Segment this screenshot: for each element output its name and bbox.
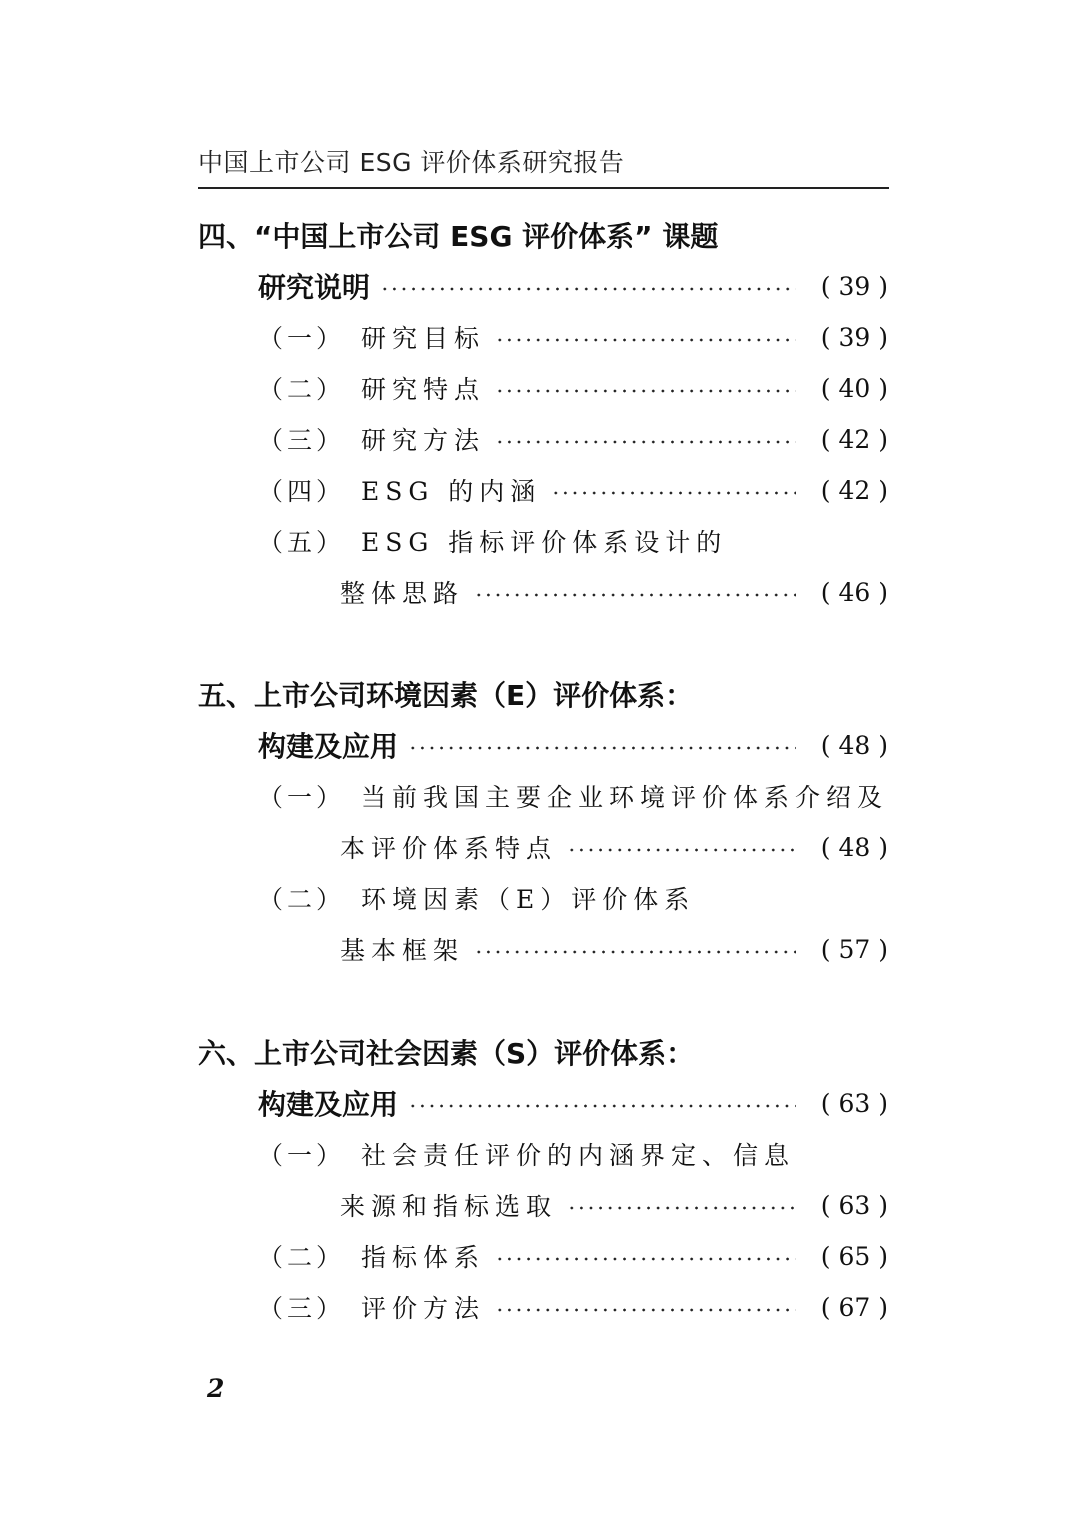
toc-item[interactable] bbox=[258, 365, 888, 411]
item-number: （一） bbox=[258, 783, 346, 812]
toc-item[interactable] bbox=[258, 1284, 888, 1330]
item-number: （四） bbox=[258, 477, 346, 506]
toc-item[interactable] bbox=[258, 518, 888, 564]
item-title: 评价方法 bbox=[361, 1294, 486, 1323]
item-title: 当前我国主要企业环境评价体系介绍及 bbox=[361, 783, 889, 812]
page-number: ( 48 ) bbox=[820, 730, 888, 760]
page-number: ( 63 ) bbox=[820, 1190, 888, 1220]
page-number: ( 40 ) bbox=[820, 373, 888, 403]
dot-leader bbox=[408, 746, 796, 750]
toc-heading-title: 五、上市公司环境因素（E）评价体系： bbox=[198, 679, 694, 712]
item-title: 研究特点 bbox=[361, 375, 486, 404]
toc-item[interactable] bbox=[258, 467, 888, 513]
dot-leader bbox=[495, 440, 796, 444]
item-title: 指标体系 bbox=[361, 1243, 486, 1272]
toc-item[interactable] bbox=[258, 1131, 888, 1177]
page-number: ( 57 ) bbox=[820, 934, 888, 964]
item-title-cont: 本评价体系特点 bbox=[340, 834, 558, 863]
toc-item-cont[interactable] bbox=[340, 824, 888, 870]
toc-heading-6-cont[interactable] bbox=[258, 1080, 888, 1126]
toc-item-cont[interactable] bbox=[340, 569, 888, 615]
item-title-cont: 来源和指标选取 bbox=[340, 1192, 558, 1221]
dot-leader bbox=[495, 338, 796, 342]
dot-leader bbox=[495, 389, 796, 393]
toc-heading-title: 四、“中国上市公司 ESG 评价体系” 课题 bbox=[198, 220, 719, 253]
item-number: （三） bbox=[258, 1294, 346, 1323]
dot-leader bbox=[567, 848, 796, 852]
toc-item[interactable] bbox=[258, 875, 888, 921]
page-number: ( 65 ) bbox=[820, 1241, 888, 1271]
item-number: （一） bbox=[258, 324, 346, 353]
item-title: 研究目标 bbox=[361, 324, 486, 353]
dot-leader bbox=[474, 593, 796, 597]
dot-leader bbox=[474, 950, 796, 954]
page-number: ( 46 ) bbox=[820, 577, 888, 607]
item-title-cont: 整体思路 bbox=[340, 579, 465, 608]
item-number: （三） bbox=[258, 426, 346, 455]
toc-heading-4[interactable] bbox=[198, 212, 888, 258]
dot-leader bbox=[551, 491, 796, 495]
item-title: 环境因素（E）评价体系 bbox=[361, 885, 696, 914]
item-number: （一） bbox=[258, 1141, 346, 1170]
header-rule bbox=[198, 187, 889, 189]
dot-leader bbox=[567, 1206, 796, 1210]
page-number: ( 67 ) bbox=[820, 1292, 888, 1322]
item-title: 研究方法 bbox=[361, 426, 486, 455]
toc-heading-5-cont[interactable] bbox=[258, 722, 888, 768]
running-header: 中国上市公司 ESG 评价体系研究报告 bbox=[198, 148, 625, 177]
toc-heading-6[interactable] bbox=[198, 1029, 888, 1075]
item-number: （五） bbox=[258, 528, 346, 557]
page-number: ( 48 ) bbox=[820, 832, 888, 862]
toc-heading-5[interactable] bbox=[198, 671, 888, 717]
item-title: ESG 的内涵 bbox=[361, 477, 542, 506]
toc-heading-title-cont: 研究说明 bbox=[258, 271, 371, 304]
toc-heading-title-cont: 构建及应用 bbox=[258, 1088, 399, 1121]
page-number: ( 42 ) bbox=[820, 475, 888, 505]
page-number: ( 63 ) bbox=[820, 1088, 888, 1118]
dot-leader bbox=[408, 1104, 796, 1108]
page-number: ( 39 ) bbox=[820, 271, 888, 301]
toc-item-cont[interactable] bbox=[340, 926, 888, 972]
dot-leader bbox=[495, 1308, 796, 1312]
item-number: （二） bbox=[258, 1243, 346, 1272]
page-number: ( 42 ) bbox=[820, 424, 888, 454]
dot-leader bbox=[495, 1257, 796, 1261]
page-number: ( 39 ) bbox=[820, 322, 888, 352]
toc-item[interactable] bbox=[258, 773, 888, 819]
dot-leader bbox=[380, 287, 796, 291]
item-title-cont: 基本框架 bbox=[340, 936, 465, 965]
item-title: ESG 指标评价体系设计的 bbox=[361, 528, 728, 557]
toc-item[interactable] bbox=[258, 1233, 888, 1279]
toc-heading-4-cont[interactable] bbox=[258, 263, 888, 309]
item-title: 社会责任评价的内涵界定、信息 bbox=[361, 1141, 796, 1170]
item-number: （二） bbox=[258, 375, 346, 404]
page-folio: 2 bbox=[207, 1374, 225, 1403]
toc-item-cont[interactable] bbox=[340, 1182, 888, 1228]
item-number: （二） bbox=[258, 885, 346, 914]
toc-heading-title-cont: 构建及应用 bbox=[258, 730, 399, 763]
toc-item[interactable] bbox=[258, 416, 888, 462]
toc-item[interactable] bbox=[258, 314, 888, 360]
toc-heading-title: 六、上市公司社会因素（S）评价体系： bbox=[198, 1037, 695, 1070]
